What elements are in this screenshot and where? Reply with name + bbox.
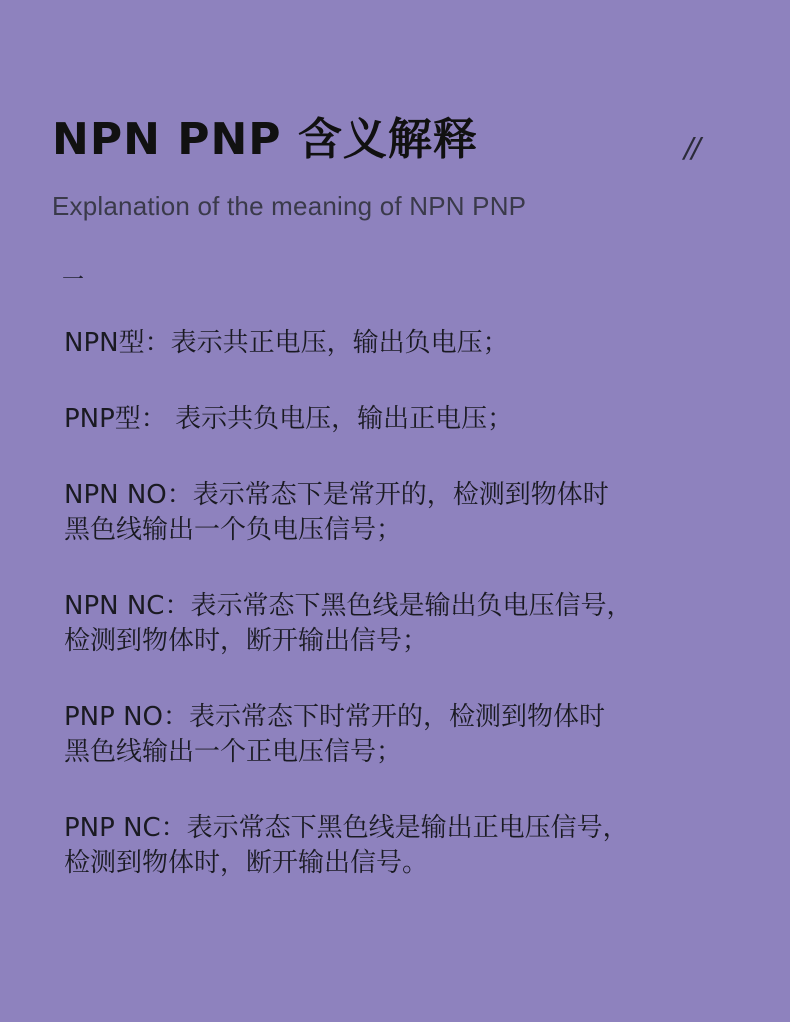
section-marker: 一 [62, 268, 85, 293]
definition-npn-type [64, 326, 744, 361]
paragraph-line: NPN NO：表示常态下是常开的，检测到物体时 [64, 480, 609, 510]
decorative-slashes: // [684, 131, 699, 164]
paragraph-line: NPN型：表示共正电压，输出负电压； [64, 328, 509, 358]
definition-npn-no [64, 478, 744, 548]
paragraph-line: NPN NC：表示常态下黑色线是输出负电压信号， [64, 591, 633, 621]
page-subtitle: Explanation of the meaning of NPN PNP [52, 191, 527, 221]
definition-npn-nc [64, 589, 744, 659]
paragraph-line: 检测到物体时，断开输出信号； [64, 626, 429, 656]
definition-pnp-nc [64, 811, 744, 881]
paragraph-line: PNP NO：表示常态下时常开的，检测到物体时 [64, 702, 605, 732]
paragraph-line: PNP型： 表示共负电压，输出正电压； [64, 404, 514, 434]
paragraph-line: 检测到物体时，断开输出信号。 [64, 848, 429, 878]
paragraph-line: 黑色线输出一个负电压信号； [64, 515, 403, 545]
definition-pnp-no [64, 700, 744, 770]
definition-pnp-type [64, 402, 744, 437]
paragraph-line: PNP NC：表示常态下黑色线是输出正电压信号， [64, 813, 629, 843]
definition-list [64, 326, 744, 922]
page-title: NPN PNP 含义解释 [52, 114, 478, 165]
paragraph-line: 黑色线输出一个正电压信号； [64, 737, 403, 767]
